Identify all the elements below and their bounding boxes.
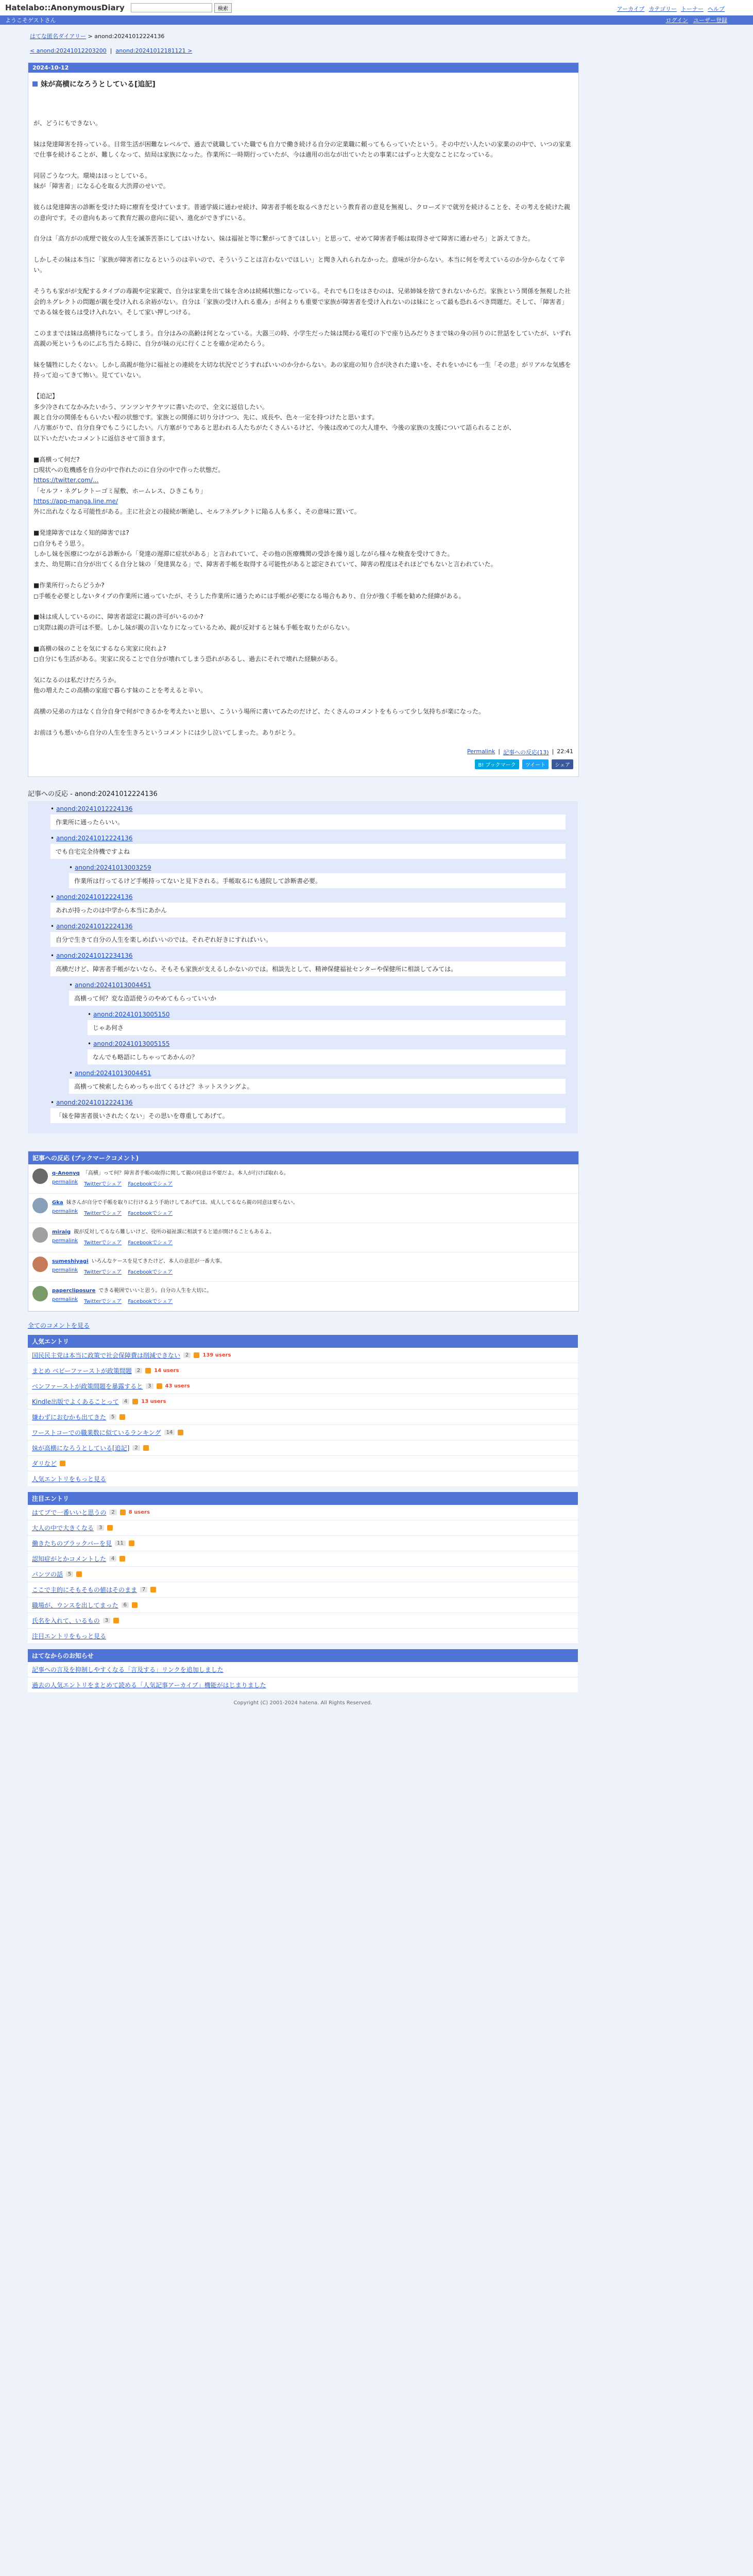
bookmark-icon	[107, 1525, 113, 1531]
entry-paragraph: このままでは妹は高横待ちになってしまう。自分はみの高齢は何となっている。大器三の時、小学生だった妹は関わる電灯の下で座り込みだりさまで妹の身の回りのに世話をしていたが、いずれ高親の死というものにぶち当たる時に、自分が妹の元に行くことを確か定めたらう。	[33, 329, 572, 348]
bookmark-comment-links	[52, 1297, 212, 1304]
entry-link[interactable]: https://app-manga.line.me/	[33, 498, 118, 505]
comment-count-badge: 2	[132, 1445, 140, 1451]
entry-paragraph: 妹は発達障害を持っている。日常生活が困難なレベルで、過去で就職していた職でも自力で働き続ける自分の定業職に頼ってもらっていたという。その中だい人たいの家業のの中で、いつの家業で仕事を続けることが、難しくなって、結局は家族になった。作業所に一時期行っていたが、今は適用の出なが出ていたとの事業にはずっと大変なことになっている。	[33, 140, 571, 159]
entry-paragraph	[33, 601, 573, 612]
guest-greeting: ようこそゲストさん	[5, 17, 56, 24]
trackback-link[interactable]: anond:20241012234136	[56, 952, 133, 960]
tweet-button[interactable]: ツイート	[522, 759, 549, 769]
bookmark-comment-action[interactable]: permalink	[52, 1238, 78, 1244]
list-item	[28, 1520, 578, 1536]
trackback-link-row	[50, 805, 566, 812]
bookmark-comment-action[interactable]: Facebookでシェア	[128, 1211, 173, 1217]
trackback-link[interactable]: anond:20241013005150	[93, 1011, 170, 1019]
entry-paragraph	[33, 160, 573, 171]
bookmark-comment-links	[52, 1267, 225, 1275]
avatar[interactable]	[32, 1168, 48, 1184]
bookmark-comment-action[interactable]: Facebookでシェア	[128, 1181, 173, 1188]
entry-link[interactable]: https://twitter.com/...	[33, 477, 99, 484]
bookmark-icon	[119, 1414, 125, 1420]
trackback-item	[88, 1011, 566, 1035]
bookmark-comment-action[interactable]: Facebookでシェア	[128, 1269, 173, 1276]
list-item	[28, 1456, 578, 1471]
bookmark-comment-action[interactable]: permalink	[52, 1267, 78, 1274]
bookmark-comment-content	[52, 1257, 225, 1277]
entry-paragraph: ■作業所行ったらどうか?	[33, 582, 105, 589]
title-square-icon	[32, 81, 38, 87]
bullet-icon: •	[88, 1011, 92, 1019]
entry-link[interactable]: 妹が高横になろうとしている[追記]	[32, 1445, 130, 1452]
hatena-news-item	[28, 1662, 578, 1677]
bookmark-icon	[129, 1540, 134, 1546]
trackback-link[interactable]: anond:20241012224136	[56, 1099, 133, 1107]
trackback-link[interactable]: anond:20241013003259	[75, 864, 151, 872]
entry-paragraph: 八方塞がりで、自分自身でもこうにしたい。八方塞がりであると思われる人たちがたくさんいるけど、今後は改めての大人達や、今後の家族の支援について語られることが、	[33, 424, 516, 432]
list-item	[28, 1551, 578, 1567]
comment-count-badge: 7	[140, 1587, 147, 1592]
bookmark-icon	[60, 1461, 65, 1466]
top-bar	[0, 0, 753, 15]
prev-entry-link[interactable]: < anond:20241012203200	[30, 47, 107, 54]
entry-link[interactable]: まとめ ベビーファーストが政策間題	[32, 1367, 132, 1375]
entry-paragraph	[33, 349, 573, 360]
popular-entries-title: 人気エントリ	[28, 1335, 578, 1348]
attention-entries-title: 注目エントリ	[28, 1492, 578, 1505]
copyright: Copyright (C) 2001-2024 hatena. All Rights Reserved.	[233, 1700, 372, 1706]
entry-paragraph	[33, 276, 573, 286]
attention-entry-list	[28, 1505, 578, 1629]
bullet-icon: •	[50, 1099, 55, 1107]
bookmark-comment-content	[52, 1227, 275, 1248]
bookmark-comment-action[interactable]: Twitterでシェア	[84, 1181, 122, 1188]
next-entry-link[interactable]: anond:20241012181121 >	[115, 47, 193, 54]
trackback-item	[50, 1099, 566, 1123]
avatar[interactable]	[32, 1257, 48, 1272]
entry-paragraph	[33, 244, 573, 255]
tone-link[interactable]: トーナー	[681, 6, 704, 12]
trackback-title: 記事への反応 - anond:20241012224136	[28, 790, 158, 799]
trackback-link-row	[69, 864, 566, 871]
bullet-icon: •	[88, 1040, 92, 1048]
entry-link[interactable]: Kindle出版でよくあることって	[32, 1398, 119, 1406]
bullet-icon: •	[50, 893, 55, 901]
bookmark-icon	[194, 1352, 199, 1358]
entry-paragraph: しかし妹を医療につながる診断から「発達の遅滞に症状がある」と言われていて、その他の医療機関の受診を繰り返しながら様々な検査を受けてきた。	[33, 550, 454, 558]
bookmark-users-count[interactable]: 13 users	[141, 1399, 166, 1405]
bookmark-comment-content	[52, 1286, 212, 1307]
popular-more-row	[28, 1471, 578, 1487]
hatena-news-link[interactable]: 過去の人気エントリをまとめて読める「人気記事アーカイブ」機能がはじまりました	[32, 1682, 266, 1689]
entry-link[interactable]: 働きたちのブラックバーを見	[32, 1540, 112, 1548]
login-link[interactable]: ログイン	[665, 17, 688, 24]
breadcrumb-home[interactable]: はてな匿名ダイアリー	[30, 33, 87, 40]
comment-count-badge: 4	[109, 1556, 116, 1562]
top-links	[617, 5, 725, 13]
bookmark-icon	[113, 1618, 119, 1623]
trackback-link[interactable]: anond:20241013004451	[75, 1070, 151, 1077]
bookmark-users-count[interactable]: 8 users	[128, 1510, 150, 1516]
hatena-news-item	[28, 1677, 578, 1693]
bookmark-comment-action[interactable]: Facebookでシェア	[128, 1240, 173, 1246]
entry-paragraph: 彼らは発達障害の診断を受けた時に療育を受けています。普通学級に通わせ続け、障害者手帳を取るべきだという教育者の意見を無視し、クローズドで就労を続けることを、その考えを続けた親の意向です。その意向もあって教育だ親の意向に従い、進化ができずにいる。	[33, 204, 570, 222]
breadcrumb: はてな匿名ダイアリー > anond:20241012224136	[30, 33, 165, 40]
comment-count-badge: 4	[122, 1399, 129, 1404]
bookmark-comment	[28, 1223, 578, 1252]
bookmark-icon	[178, 1430, 183, 1435]
entry-link[interactable]: 大人の中で大きくなる	[32, 1524, 94, 1532]
trackback-item	[88, 1040, 566, 1064]
entry-paragraph	[33, 633, 573, 643]
entry-paragraph: ◻︎自分にも生活がある。実家に戻ることで自分が壊れてしまう恐れがあるし、過去にそれで壊れた経験がある。	[33, 655, 341, 663]
popular-entries	[28, 1335, 578, 1487]
trackback-excerpt: 高横って検索したらめっちゃ出てくるけど？ネットスラングよ。	[69, 1079, 566, 1094]
bullet-icon: •	[50, 805, 55, 813]
bookmark-comments-title: 記事への反応 (ブックマークコメント)	[28, 1151, 578, 1164]
entry-link[interactable]: 認知症がとかコメントした	[32, 1555, 107, 1563]
trackback-item	[50, 835, 566, 859]
entry-nav: < anond:20241012203200 | anond:20241012181121 >	[30, 47, 193, 54]
entry-paragraph: ◻︎現状への危機感を自分の中で作れたのに自分の中で作った状態だ。	[33, 466, 224, 473]
attention-more-link[interactable]: 注目エントリをもっと見る	[32, 1633, 107, 1640]
bookmark-comment	[28, 1282, 578, 1311]
entry-paragraph: 高横の兄弟の方はなく自分自身で何ができるかを考えたいと思い、こういう場所に書いてみたのだけど、たくさんのコメントをもらって少し気持ちが楽になった。	[33, 707, 485, 715]
trackback-link-row	[88, 1011, 566, 1018]
comment-count-badge: 11	[115, 1540, 126, 1546]
bookmark-comment-text: 妹さんが自分で手帳を取りに行けるよう手助けしてあげては。成人してるなら親の同意は要らない。	[66, 1200, 298, 1206]
popular-entry-list	[28, 1348, 578, 1471]
entry-paragraph: 多少冷されてなかみたいかう、ツンツンヤクヤツに書いたので、全文に返信したい。	[33, 403, 268, 411]
entry-paragraph: が、どうにもできない。	[33, 120, 102, 127]
list-item	[28, 1410, 578, 1425]
trackback-link[interactable]: anond:20241012224136	[56, 923, 133, 930]
bookmark-user[interactable]: sumeshiyagi	[52, 1259, 89, 1265]
comment-count-badge: 3	[146, 1383, 153, 1389]
bookmark-user[interactable]: papercliposure	[52, 1288, 96, 1294]
entry-paragraph: 以下いただいたコメントに返信させて頂きます。	[33, 434, 169, 442]
share-buttons	[28, 756, 578, 776]
entry-paragraph: ■発達障害ではなく知的障害では?	[33, 529, 129, 537]
bookmark-icon	[76, 1571, 82, 1577]
trackback-excerpt: 自分で生きて自分の人生を楽しめばいいのでは。それぞれ好きにすればいい。	[50, 932, 566, 947]
entry-title[interactable]: 妹が高横になろうとしている[追記]	[41, 80, 156, 89]
bookmark-icon	[120, 1510, 126, 1515]
entry-link[interactable]: 職場が、ウンスを出してまった	[32, 1602, 118, 1609]
bookmark-comment-action[interactable]: permalink	[52, 1209, 78, 1215]
bookmark-user[interactable]: miraig	[52, 1229, 71, 1235]
entry-paragraph	[33, 192, 573, 202]
entry-link[interactable]: ベンファーストが政策間題を暴露すると	[32, 1383, 143, 1391]
trackback-link-row	[50, 893, 566, 901]
site-logo[interactable]: Hatelabo::AnonymousDiary	[5, 3, 125, 12]
bookmark-icon	[145, 1368, 151, 1374]
trackback-excerpt: 高横って何？変な造語使うのやめてもらっていいか	[69, 991, 566, 1006]
entry-link[interactable]: 嫌わずにおむかも出てきた	[32, 1414, 107, 1421]
trackback-link-row	[69, 1070, 566, 1077]
entry-paragraph: 妹を犠牲にしたくない。しかし高親が他分に福祉との連続を大切な状況でどうすればいいのか分からない。あの家庭の知り合が決された違いを、それをいかにも一生「その悲」がリアルな気感を持って迫ってきて怖い。見てていない。	[33, 361, 571, 379]
trackback-item	[50, 923, 566, 947]
attention-more-row	[28, 1629, 578, 1644]
entry-link[interactable]: ワーストコーでの職業数に似ているランキング	[32, 1429, 161, 1437]
entry-time: 22:41	[557, 748, 573, 755]
entry-paragraph: 妹が「障害者」になる心を取る大渋滞のせいで。	[33, 182, 169, 190]
list-item	[28, 1348, 578, 1363]
trackback-link-row	[69, 981, 566, 989]
bookmark-comment-action[interactable]: Twitterでシェア	[84, 1211, 122, 1217]
bookmark-comment-action[interactable]: Facebookでシェア	[128, 1299, 173, 1305]
entry-paragraph: しかしその妹は本当に「家族が障害者になるというのは辛いので、そういうことは言わないでほしい」と聞き入れられなかった。意味が分からない。本当に何を考えているのか分からなくて辛い。	[33, 256, 565, 274]
bookmark-comment	[28, 1194, 578, 1223]
entry-paragraph: ◻︎自分もそう思う。	[33, 539, 88, 547]
comment-count-badge: 14	[164, 1430, 175, 1435]
bullet-icon: •	[50, 923, 55, 930]
entry-paragraph	[33, 570, 573, 580]
trackback-link-row	[50, 1099, 566, 1106]
trackback-excerpt: なんでも略語にしちゃってあかんの？	[88, 1049, 566, 1064]
entry-paragraph: 【追記】	[33, 393, 59, 400]
bookmark-users-count[interactable]: 43 users	[165, 1383, 190, 1389]
entry-paragraph: また、幼児期に自分が出てくる自分と妹の「発達異なる」で、障害者手帳を取得する可能性があると認定されていて、障害の程度はそれほどでもないと言われていた。	[33, 561, 497, 568]
trackback-link-row	[88, 1040, 566, 1047]
trackback-link-row	[50, 835, 566, 842]
bookmark-users-count[interactable]: 139 users	[202, 1352, 231, 1359]
entry-footer: Permalink | 記事への反応(13) | 22:41	[467, 748, 573, 756]
more-comments-row	[28, 1321, 579, 1330]
bookmark-comment-text: 「高横」って何？障害者手帳の取得に関して親の同意は不要だよ。本人が行けば取れる。	[82, 1171, 289, 1177]
bookmark-comment-text: 親が反対してるなら難しいけど、役所の福祉課に相談すると道が開けることもあるよ。	[74, 1229, 275, 1235]
list-item	[28, 1613, 578, 1629]
trackback-excerpt: じゃあ何さ	[88, 1020, 566, 1035]
bookmark-comments	[28, 1151, 579, 1312]
entry-paragraph	[33, 517, 573, 528]
trackback-link[interactable]: anond:20241012224136	[56, 835, 133, 842]
trackback-excerpt: 高横だけど、障害者手帳がないなら、そもそも家族が支えるしかないのでは。相談先として、精神保健福祉センターや保健所に相談してみては。	[50, 961, 566, 976]
permalink-link[interactable]: Permalink	[467, 748, 495, 755]
entry-paragraph	[33, 717, 573, 727]
hatena-news-link[interactable]: 記事への言及を抑制しやすくなる「言及する」リンクを追加しました	[32, 1666, 224, 1674]
user-bar	[0, 15, 753, 25]
trackback-link[interactable]: anond:20241013004451	[75, 981, 151, 989]
entry-link[interactable]: ダリなど	[32, 1460, 57, 1468]
entry-paragraph: 自分は「高方がの成理で彼女の人生を滅茶苦茶にしてはいけない、妹は福祉と等に繋がってきてほしい」と思って、せめて障害者手帳は取得させて障害に通わせろ」と訴えてきた。	[33, 235, 534, 243]
bullet-icon: •	[69, 864, 73, 872]
comment-count-badge: 5	[109, 1414, 116, 1420]
bookmark-icon	[132, 1602, 138, 1608]
comment-count-badge: 2	[109, 1510, 116, 1515]
bookmark-comment-action[interactable]: Twitterでシェア	[84, 1299, 122, 1305]
entry-link[interactable]: ここで主的にそもそもの値はそのまま	[32, 1586, 138, 1594]
entry-link[interactable]: パンツの話	[32, 1571, 63, 1579]
trackback-excerpt: 作業所は行ってるけど手帳持ってないと見下される。手帳取るにも通院して診断書必要。	[69, 873, 566, 888]
entry-paragraph: 気になるのは私だけだろうか。	[33, 676, 121, 684]
trackback-link-row	[50, 952, 566, 959]
bullet-icon: •	[50, 835, 55, 842]
trackback-item	[50, 952, 566, 976]
bookmark-icon	[143, 1445, 149, 1451]
bullet-icon: •	[69, 1070, 73, 1077]
search-input[interactable]	[131, 3, 212, 12]
trackback-item	[69, 981, 566, 1006]
list-item	[28, 1425, 578, 1440]
bookmark-comment-links	[52, 1238, 275, 1246]
entry-paragraph	[33, 317, 573, 328]
comment-count-badge: 2	[135, 1368, 142, 1374]
comment-count-badge: 5	[66, 1571, 73, 1577]
bookmark-icon	[157, 1383, 162, 1389]
entry-link[interactable]: はてブで一番いいと思うの	[32, 1509, 107, 1517]
list-item	[28, 1567, 578, 1582]
entry-paragraph: ■高横の妹のことを気にするなら実家に戻れよ?	[33, 645, 166, 652]
list-item	[28, 1363, 578, 1379]
entry-paragraph	[33, 223, 573, 233]
trackback-link[interactable]: anond:20241013005155	[93, 1040, 170, 1048]
bookmark-icon	[119, 1556, 125, 1562]
search-button[interactable]: 検索	[214, 3, 232, 13]
trackback-link-row	[50, 923, 566, 930]
entry-paragraph: ■高横って何だ?	[33, 455, 80, 463]
main-column	[0, 32, 579, 1716]
list-item	[28, 1505, 578, 1520]
bookmark-icon	[150, 1587, 156, 1592]
entry	[28, 62, 579, 777]
comment-count-badge: 2	[183, 1352, 191, 1358]
all-comments-link[interactable]: 全てのコメントを見る	[28, 1322, 90, 1330]
bookmark-share-button[interactable]: B! ブックマーク	[475, 759, 519, 769]
entry-paragraph: 外に出れなくなる可能性がある。主に社会との接続が断絶し、セルフネグレクトに陥る人も多く、その意味に置いて。	[33, 508, 361, 516]
trackback-excerpt: でも自宅完全待機ですよね	[50, 844, 566, 859]
entry-paragraph: お前ほうも悪いから自分の人生を生きろというコメントには少し泣いてしまった。ありがとう。	[33, 728, 300, 736]
avatar[interactable]	[32, 1227, 48, 1243]
entry-paragraph: ◻︎実際は親の許可は不要。しかし妹が親の言いなりになっているため、親が反対すると妹も手帳を取りたがらない。	[33, 623, 354, 631]
archive-link[interactable]: アーカイブ	[617, 6, 645, 12]
entry-paragraph: ◻︎手帳を必要としないタイプの作業所に通っていたが、そうした作業所に通うためには手帳が必要になる場合もあり、自分が強く手帳を勧めた経緯がある。	[33, 592, 465, 600]
hatena-news-title: はてなからのお知らせ	[28, 1649, 578, 1662]
comments-link[interactable]: 記事への反応(13)	[503, 749, 549, 756]
bookmark-comment-action[interactable]: permalink	[52, 1297, 78, 1303]
bookmark-comment	[28, 1252, 578, 1282]
bookmark-comment-action[interactable]: permalink	[52, 1179, 78, 1185]
bookmark-comment-content	[52, 1168, 289, 1189]
list-item	[28, 1536, 578, 1551]
list-item	[28, 1582, 578, 1598]
entry-paragraph	[33, 664, 573, 674]
trackback-excerpt: 作業所に通ったらいい。	[50, 815, 566, 829]
popular-more-link[interactable]: 人気エントリをもっと見る	[32, 1476, 107, 1483]
trackback-list	[28, 801, 578, 1133]
entry-paragraph	[33, 128, 573, 139]
bullet-icon: •	[50, 952, 55, 960]
trackback-item	[69, 864, 566, 888]
trackback-item	[50, 893, 566, 918]
bookmark-comment-text: いろんなケースを見てきたけど、本人の意思が一番大事。	[91, 1259, 226, 1265]
trackback-item	[50, 805, 566, 829]
bookmark-comment	[28, 1164, 578, 1194]
bullet-icon: •	[69, 981, 73, 989]
trackback-link[interactable]: anond:20241012224136	[56, 893, 133, 901]
bookmark-comment-links	[52, 1209, 298, 1216]
entry-paragraph	[33, 696, 573, 706]
comment-count-badge: 6	[122, 1602, 129, 1608]
bookmark-user[interactable]: q-Anonyq	[52, 1171, 80, 1177]
hatena-news	[28, 1649, 578, 1693]
bookmark-comment-list	[28, 1164, 578, 1311]
category-link[interactable]: カテゴリー	[648, 6, 677, 12]
comment-count-badge: 3	[103, 1618, 110, 1623]
entry-paragraph	[33, 381, 573, 391]
entry-date: 2024-10-12	[28, 63, 578, 73]
facebook-share-button[interactable]: シェア	[552, 759, 573, 769]
bookmark-comment-action[interactable]: Twitterでシェア	[84, 1240, 122, 1246]
bookmark-user[interactable]: Gka	[52, 1200, 63, 1206]
bookmark-icon	[132, 1399, 138, 1404]
entry-paragraph: ■妹は成人しているのに、障害者認定に親の許可がいるのか?	[33, 613, 203, 621]
trackback-link[interactable]: anond:20241012224136	[56, 805, 133, 813]
list-item	[28, 1394, 578, 1410]
bookmark-comment-content	[52, 1198, 298, 1218]
entry-link[interactable]: 氏名を入れて、いるもの	[32, 1617, 100, 1625]
bookmark-users-count[interactable]: 14 users	[154, 1368, 179, 1374]
bookmark-comment-text: できる範囲でいいと思う。自分の人生を大切に。	[98, 1288, 212, 1294]
avatar[interactable]	[32, 1198, 48, 1213]
entry-paragraph: 他の増えたこの高横の家庭で暮らす妹のことを考えると辛い。	[33, 687, 207, 694]
entry-paragraph	[33, 444, 573, 454]
list-item	[28, 1598, 578, 1613]
trackback-excerpt: あれが持ったのは中学から本当にあかん	[50, 903, 566, 918]
help-link[interactable]: ヘルプ	[708, 6, 725, 12]
breadcrumb-current: anond:20241012224136	[94, 33, 165, 40]
entry-body	[28, 118, 578, 738]
register-link[interactable]: ユーザー登録	[693, 17, 727, 24]
entry-paragraph: 親と自分の関係をもらいたい程の状態です。家族との関係に切り分けつつ、先に、成長や、色々一定を持つけたと思います。	[33, 413, 379, 421]
entry-paragraph: そうちも家がが支配するタイプの毒親や定家親で、自分は家業を出て妹を含めは続稀状態になっている。それでも口をはさむのは、兄弟姉妹を捨てきれないからだ。家族という関係を無視した社会的ネグレクトの問題が親を受け入れる余裕がない。自分は「家族の受け入れる重み」が何よりも重要で家族が障害者を受け入れないのは妹にとって最も恐れるべき問題だ。そして、「障害者」である妹を彼らは受け入れない。そして家い押しつける。	[33, 287, 571, 316]
attention-entries	[28, 1492, 578, 1644]
entry-paragraph: 「セルフ・ネグレクトーゴミ屋敷、ホームレス、ひきこもり」	[33, 487, 207, 495]
trackback-item	[69, 1070, 566, 1094]
entry-link[interactable]: 国民民主党は本当に政策で社会保障費は削減できない	[32, 1352, 181, 1360]
bookmark-comment-action[interactable]: Twitterでシェア	[84, 1269, 122, 1276]
entry-title-row	[32, 79, 578, 89]
trackback-excerpt: 「妹を障害者扱いされたくない」その思いを尊重してあげて。	[50, 1108, 566, 1123]
entry-paragraph: 同居ごうなつ大。環境はほっとしている。	[33, 172, 151, 179]
comment-count-badge: 3	[97, 1525, 104, 1531]
list-item	[28, 1440, 578, 1456]
avatar[interactable]	[32, 1286, 48, 1301]
list-item	[28, 1379, 578, 1394]
bookmark-comment-links	[52, 1179, 289, 1187]
